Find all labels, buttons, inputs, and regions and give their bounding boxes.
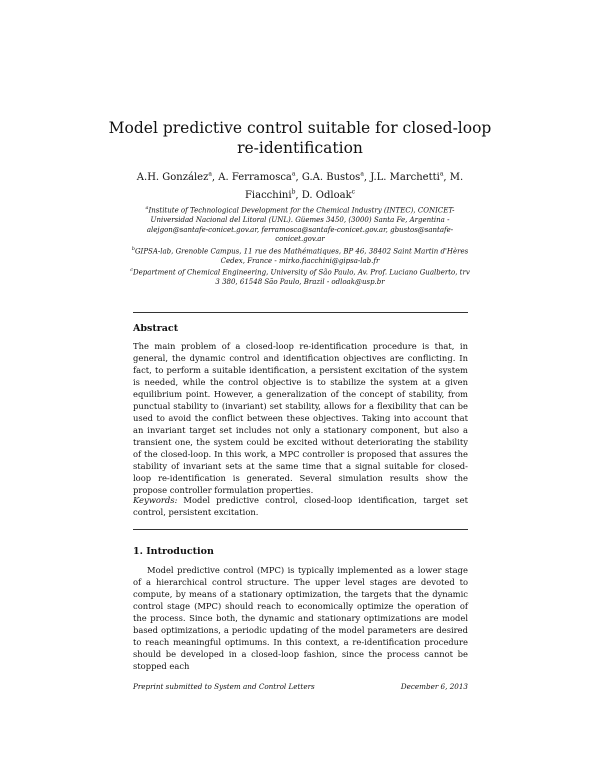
author-list <box>120 168 480 203</box>
title-line-2: re-identification <box>237 139 363 157</box>
affiliation-a: $^a$Institute of Technological Development for the Chemical Industry (INTEC), CONICET-Universidad Nacional del Litoral (UNL). Güemes 3450, (3000) Santa Fe, Argentina - alejgon@santafe-conicet.gov.ar, ferramosca@santafe-conicet.gov.ar, gbustos@santafe-conicet.gov.ar <box>145 205 455 244</box>
affiliation-b: $^b$GIPSA-lab, Grenoble Campus, 11 rue des Mathématiques, BP 46, 38402 Saint Martin d'Hères Cedex, France - mirko.fiacchini@gipsa-lab.fr <box>131 245 469 265</box>
author: D. Odloak$^c$ <box>301 188 355 201</box>
page-footer <box>133 682 468 691</box>
footer-date: December 6, 2013 <box>400 682 468 691</box>
author: G.A. Bustos$^a$, <box>301 171 371 184</box>
footer-preprint-note: Preprint submitted to System and Control Letters <box>133 682 315 691</box>
abstract-heading: Abstract <box>133 323 179 334</box>
section-heading: 1. Introduction <box>133 546 214 557</box>
author: M. Fiacchini$^b$, <box>244 172 464 201</box>
abstract-top-rule <box>133 312 468 313</box>
keywords <box>133 494 468 518</box>
paper-title <box>0 118 600 158</box>
keywords-label: Keywords: <box>133 495 178 505</box>
author: A. Ferramosca$^a$, <box>218 171 302 184</box>
abstract-body: The main problem of a closed-loop re-identification procedure is that, in general, the dynamic control and identification objectives are conflicting. In fact, to perform a suitable identification, a persistent excitation of the system is needed, while the control objective is to stabilize the system at a given equilibrium point. However, a generalization of the concept of stability, from punctual stability to (invariant) set stability, allows for a flexibility that can be used to avoid the conflict between these objectives. Taking into account that an invariant target set includes not only a stationary component, but also a transient one, the system could be excited without deteriorating the stability of the closed-loop. In this work, a MPC controller is proposed that assures the stability of invariant sets at the same time that a signal suitable for closed-loop re-identification is generated. Several simulation results show the propose controller formulation properties. <box>133 341 468 495</box>
section-body: Model predictive control (MPC) is typically implemented as a lower stage of a hierarchical control structure. The upper level stages are devoted to compute, by means of a stationary optimization, the targets that the dynamic control stage (MPC) should reach to economically optimize the operation of the process. Since both, the dynamic and stationary optimizations are model based optimizations, a periodic updating of the model parameters are desired to reach meaningful optimums. In this context, a re-identification procedure should be developed in a closed-loop fashion, since the process cannot be stopped each <box>133 565 468 671</box>
title-line-1: Model predictive control suitable for closed-loop <box>108 119 492 137</box>
affiliations <box>128 204 472 288</box>
abstract-bottom-rule <box>133 529 468 530</box>
author: A.H. González$^a$, <box>136 171 219 184</box>
keywords-text: Model predictive control, closed-loop identification, target set control, persistent excitation. <box>133 495 468 517</box>
author: J.L. Marchetti$^a$, <box>370 171 450 184</box>
affiliation-c: $^c$Department of Chemical Engineering, University of São Paulo, Av. Prof. Luciano Gualberto, trv 3 380, 61548 São Paulo, Brazil - odloak@usp.br <box>130 267 470 287</box>
